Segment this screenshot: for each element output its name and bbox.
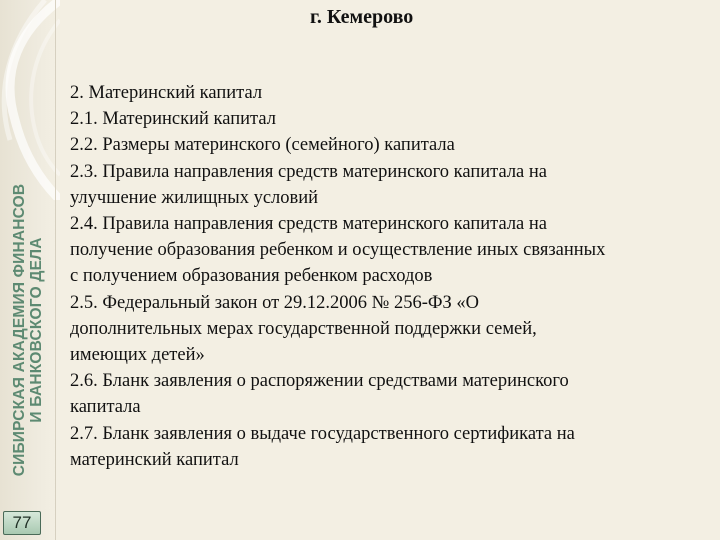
content-line: 2.2. Размеры материнского (семейного) капитала xyxy=(70,135,455,156)
sidebar xyxy=(0,0,56,540)
content-line: получение образования ребенком и осуществление иных связанных xyxy=(70,240,606,261)
organization-name xyxy=(11,184,45,477)
content-line: капитала xyxy=(70,397,141,418)
content-line: улучшение жилищных условий xyxy=(70,187,319,208)
content-line: 2.1. Материнский капитал xyxy=(70,109,276,130)
content-line: 2.4. Правила направления средств материнского капитала на xyxy=(70,214,548,235)
content-line: дополнительных мерах государственной поддержки семей, xyxy=(70,318,537,339)
content-line: имеющих детей» xyxy=(70,345,205,366)
content-line: 2.7. Бланк заявления о выдаче государственного сертификата на xyxy=(70,423,575,444)
swirl-logo-icon xyxy=(0,0,60,200)
content-line: 2.5. Федеральный закон от 29.12.2006 № 256-ФЗ «О xyxy=(70,292,479,313)
header-city: г. Кемерово xyxy=(310,6,414,28)
content-line: 2.3. Правила направления средств материнского капитала на xyxy=(70,161,548,182)
content-line: с получением образования ребенком расходов xyxy=(70,266,433,287)
organization-name-line1: СИБИРСКАЯ АКАДЕМИЯ ФИНАНСОВ xyxy=(11,183,28,477)
content-line: 2. Материнский капитал xyxy=(70,83,263,103)
page-number-badge: 77 xyxy=(3,511,41,535)
sidebar-divider xyxy=(55,0,56,540)
content-list xyxy=(70,80,710,473)
organization-name-line2: И БАНКОВСКОГО ДЕЛА xyxy=(28,237,45,423)
content-line: 2.6. Бланк заявления о распоряжении средствами материнского xyxy=(70,371,569,392)
content-line: материнский капитал xyxy=(70,449,239,470)
